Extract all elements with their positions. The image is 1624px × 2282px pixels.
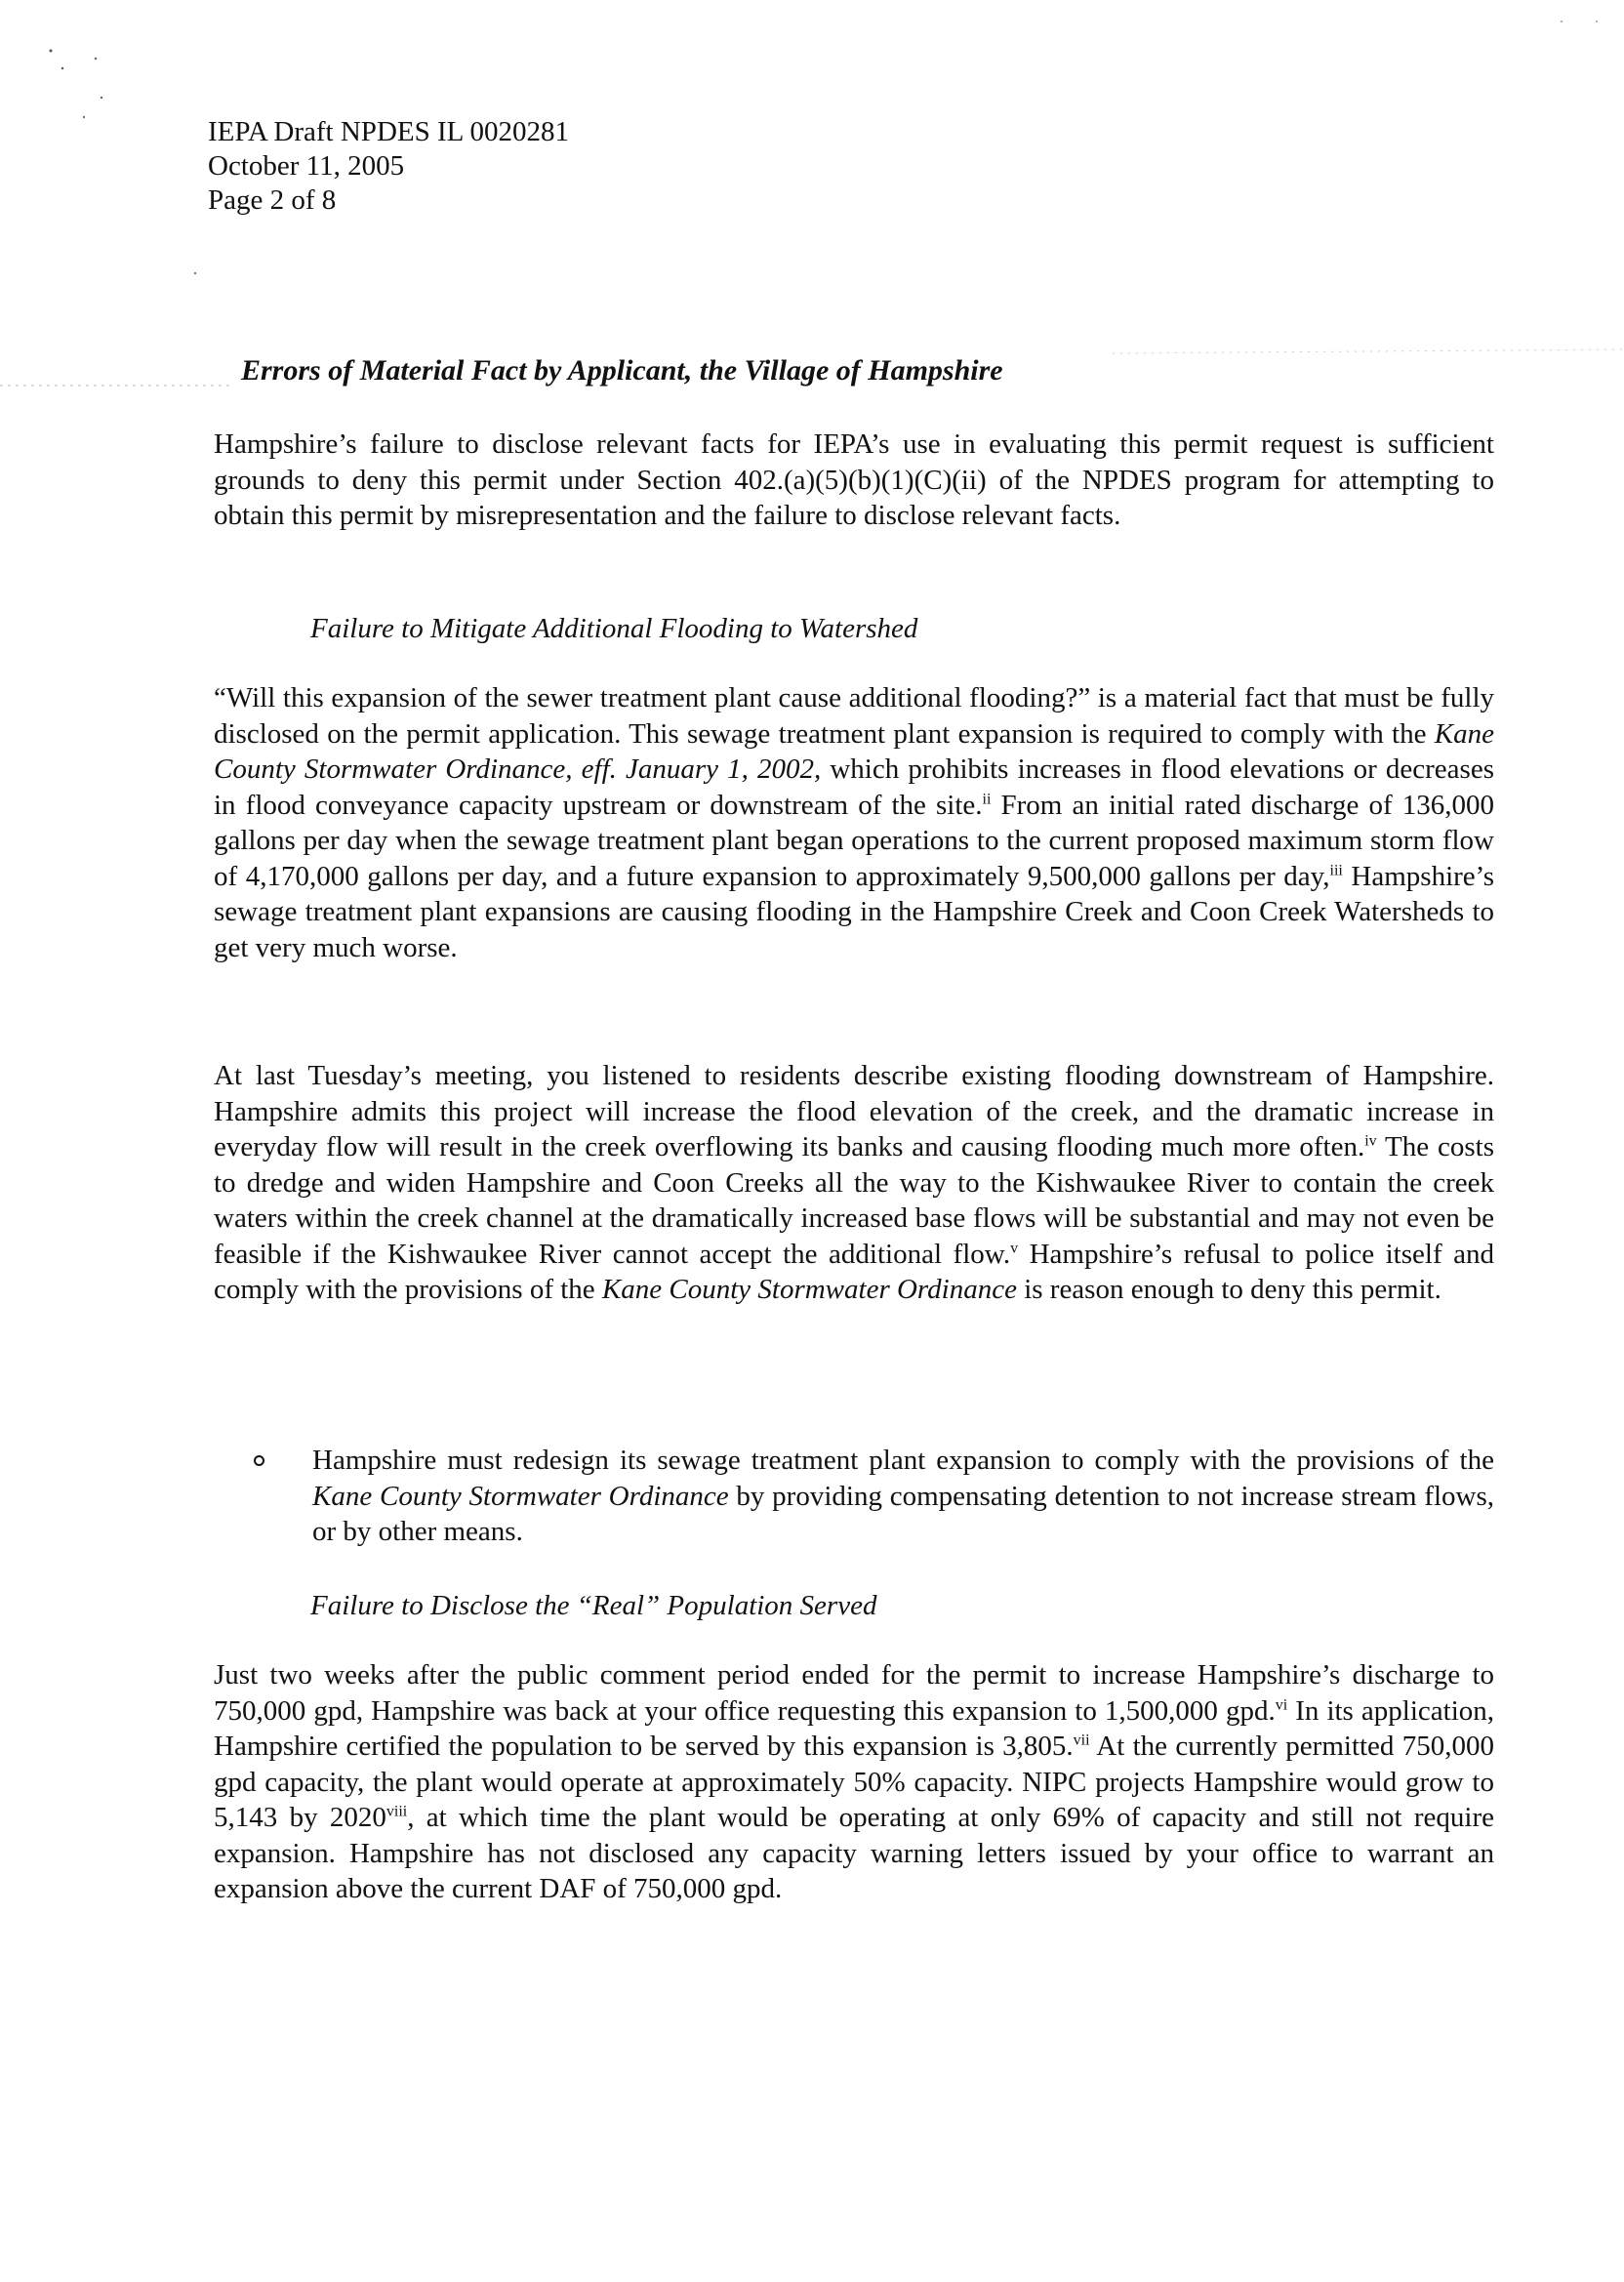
bullet-text xyxy=(312,1443,1494,1550)
paragraph-meeting xyxy=(214,1058,1494,1308)
text-run: At last Tuesday’s meeting, you listened to residents describe existing flooding downstream of Hampshire. Hampshire admits this project will increase the flood elevation of the creek, and the dramatic increase in everyday flow will result in the creek overflowing its banks and causing flooding much more often. xyxy=(214,1060,1494,1162)
paragraph-intro: Hampshire’s failure to disclose relevant facts for IEPA’s use in evaluating this permit request is sufficient grounds to deny this permit under Section 402.(a)(5)(b)(1)(C)(ii) of the NPDES program for attempting to obtain this permit by misrepresentation and the failure to disclose relevant facts. xyxy=(214,428,1494,531)
header-permit-id: IEPA Draft NPDES IL 0020281 xyxy=(208,116,570,147)
text-run: From an initial rated discharge of 136,000 gallons per day when the sewage treatment plant began operations to the current proposed maximum storm flow of 4,170,000 gallons per day, and a future expansion to approximately 9,500,000 gallons per day, xyxy=(214,789,1494,892)
header-page-number: Page 2 of 8 xyxy=(208,184,337,216)
paragraph-flooding xyxy=(214,680,1494,965)
text-run: The costs to dredge and widen Hampshire and Coon Creeks all the way to the Kishwaukee River to contain the creek waters within the creek channel at the dramatically increased base flows will be substantial and may not even be feasible if the Kishwaukee River cannot accept the additional flow. xyxy=(214,1131,1494,1270)
text-run: Hampshire must redesign its sewage treatment plant expansion to comply with the provisions of the xyxy=(312,1445,1494,1476)
footnote-marker: iii xyxy=(1329,861,1343,878)
text-run: Hampshire’s refusal to police itself and comply with the provisions of the xyxy=(214,1238,1495,1305)
document-header xyxy=(208,115,569,218)
section-title: Errors of Material Fact by Applicant, the Village of Hampshire xyxy=(241,354,1003,387)
ordinance-citation: Kane County Stormwater Ordinance xyxy=(601,1274,1017,1305)
footnote-marker: iv xyxy=(1364,1132,1377,1150)
text-run: by providing compensating detention to not increase stream flows, or by other means. xyxy=(312,1480,1494,1547)
text-run: , at which time the plant would be operating at only 69% of capacity and still not require expansion. Hampshire has not disclosed any capacity warning letters issued by your office to warrant an expansion above the current DAF of 750,000 gpd. xyxy=(214,1802,1494,1904)
ordinance-citation: Kane County Stormwater Ordinance, eff. January 1, 2002, xyxy=(214,717,1494,785)
footnote-marker: viii xyxy=(386,1803,408,1820)
bullet-icon xyxy=(254,1455,264,1466)
text-run: In its application, Hampshire certified the population to be served by this expansion is 3,805. xyxy=(214,1694,1494,1762)
text-run: “Will this expansion of the sewer treatment plant cause additional flooding?” is a material fact that must be fully disclosed on the permit application. This sewage treatment plant expansion is required to comply with the xyxy=(214,682,1494,750)
footnote-marker: ii xyxy=(982,790,992,807)
header-date: October 11, 2005 xyxy=(208,150,405,182)
footnote-marker: vi xyxy=(1275,1695,1288,1713)
text-run: which prohibits increases in flood elevations or decreases in flood conveyance capacity upstream or downstream of the site. xyxy=(214,754,1494,821)
text-run: At the currently permitted 750,000 gpd capacity, the plant would operate at approximately 50% capacity. NIPC projects Hampshire would grow to 5,143 by 2020 xyxy=(214,1731,1494,1833)
subsection-title-population: Failure to Disclose the “Real” Population Served xyxy=(310,1590,877,1621)
paragraph-population xyxy=(214,1657,1494,1907)
ordinance-citation: Kane County Stormwater Ordinance xyxy=(312,1480,729,1512)
text-run: Just two weeks after the public comment period ended for the permit to increase Hampshire’s discharge to 750,000 gpd, Hampshire was back at your office requesting this expansion to 1,500,000 gpd. xyxy=(214,1659,1494,1727)
text-run: is reason enough to deny this permit. xyxy=(1016,1274,1441,1305)
footnote-marker: vii xyxy=(1073,1732,1090,1749)
subsection-title-flooding: Failure to Mitigate Additional Flooding to Watershed xyxy=(310,613,918,644)
text-run: Hampshire’s sewage treatment plant expansions are causing flooding in the Hampshire Creek and Coon Creek Watersheds to get very much worse. xyxy=(214,860,1494,963)
footnote-marker: v xyxy=(1010,1239,1019,1256)
